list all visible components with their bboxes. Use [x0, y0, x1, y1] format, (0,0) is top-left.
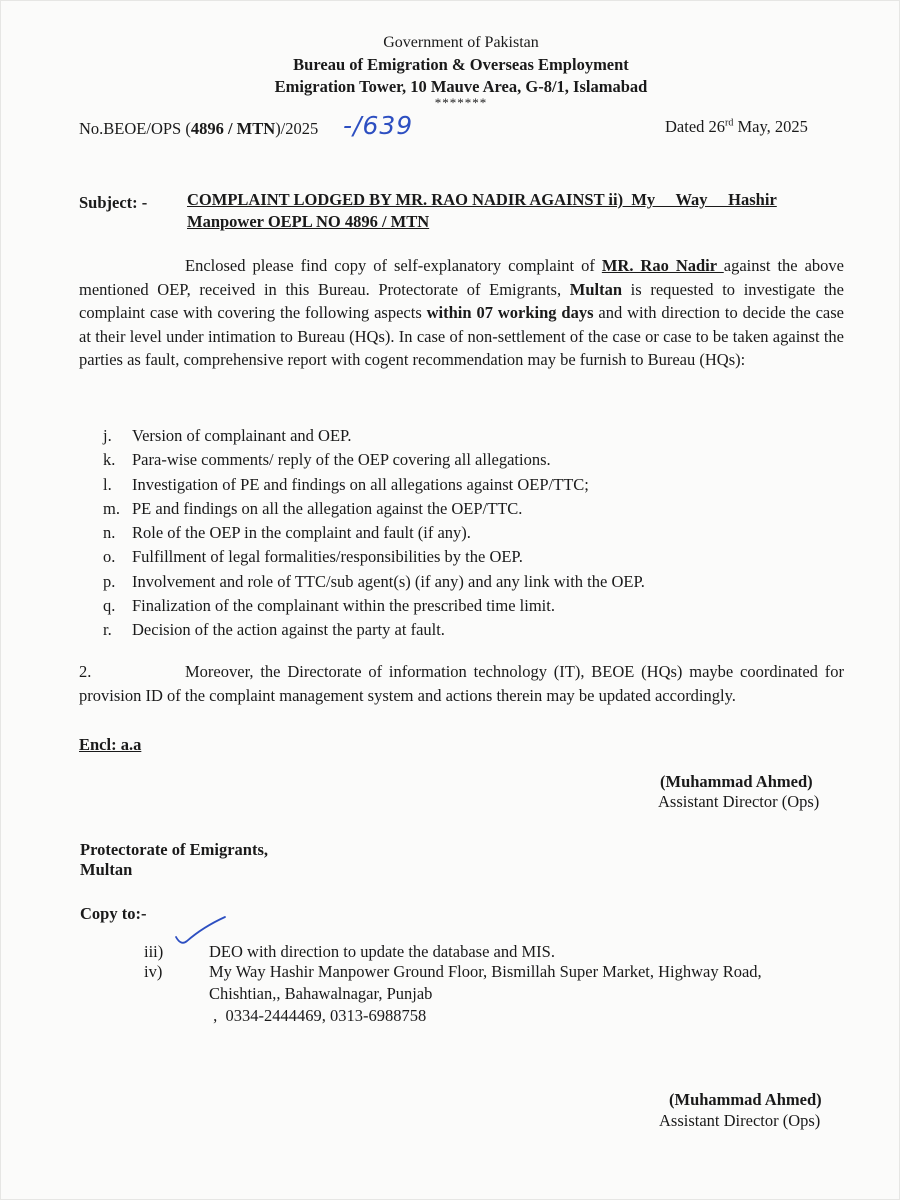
- signatory-name: (Muhammad Ahmed): [660, 772, 813, 791]
- aspects-list: [103, 424, 645, 643]
- copy-item-iii: [144, 941, 849, 963]
- list-marker: o.: [103, 547, 116, 567]
- subject-label: Subject: -: [79, 193, 148, 212]
- list-item: [103, 545, 645, 569]
- list-marker: m.: [103, 498, 120, 518]
- deadline-text: within 07 working days: [426, 303, 594, 322]
- subject-line-1: COMPLAINT LODGED BY MR. RAO NADIR AGAINST ii) My Way Hashir: [187, 190, 777, 209]
- date-suffix: May, 2025: [733, 117, 808, 136]
- date-ordinal: rd: [725, 117, 734, 129]
- list-item: [103, 473, 645, 497]
- date-line: [665, 117, 808, 137]
- addressee-city: Multan: [80, 860, 133, 879]
- list-marker: l.: [103, 474, 112, 494]
- signatory-title: Assistant Director (Ops): [658, 792, 820, 811]
- p1-text-4: and with direction to decide the case at their level under intimation to Bureau (HQs). In case of non-settlement of the case or case to be taken against the parties as fault, comprehensive report with cogent recommendation may be furnish to Bureau (HQs):: [79, 303, 844, 369]
- list-item: [103, 497, 645, 521]
- copy-address-line: My Way Hashir Manpower Ground Floor, Bismillah Super Market, Highway Road,: [209, 962, 762, 981]
- p1-text-3: is requested to investigate the complaint case with covering the following aspects: [79, 279, 844, 322]
- office-name: Multan: [569, 279, 623, 299]
- copy-item-text: [209, 961, 849, 1027]
- list-item-text: PE and findings on all the allegation against the OEP/TTC.: [132, 498, 523, 518]
- list-item-text: Decision of the action against the party at fault.: [132, 620, 445, 640]
- header-address: Emigration Tower, 10 Mauve Area, G-8/1, Islamabad: [274, 77, 648, 96]
- list-item: [103, 424, 645, 448]
- copy-item-text: DEO with direction to update the database and MIS.: [209, 942, 555, 961]
- list-marker: q.: [103, 596, 116, 616]
- p1-text-2: against the above mentioned OEP, received in this Bureau. Protectorate of Emigrants,: [79, 256, 844, 299]
- list-marker: r.: [103, 620, 112, 640]
- list-item-text: Finalization of the complainant within the prescribed time limit.: [132, 596, 555, 616]
- list-item: [103, 594, 645, 618]
- list-item-text: Involvement and role of TTC/sub agent(s) (if any) and any link with the OEP.: [132, 571, 645, 591]
- list-item-text: Fulfillment of legal formalities/responsibilities by the OEP.: [132, 547, 523, 567]
- list-item-text: Role of the OEP in the complaint and fault (if any).: [132, 523, 471, 543]
- header-separator: *******: [434, 95, 488, 110]
- list-item: [103, 570, 645, 594]
- header-government: Government of Pakistan: [383, 34, 539, 51]
- copy-item-iv: [144, 961, 849, 1027]
- copy-marker: iv): [144, 962, 163, 981]
- addressee-office: Protectorate of Emigrants,: [80, 840, 269, 859]
- reference-number: [79, 119, 318, 139]
- copy-address-line: Chishtian,, Bahawalnagar, Punjab: [209, 984, 433, 1003]
- subject-line-2: Manpower OEPL NO 4896 / MTN: [187, 212, 430, 231]
- list-item-text: Version of complainant and OEP.: [132, 426, 352, 445]
- signatory-title-2: Assistant Director (Ops): [659, 1111, 821, 1130]
- list-item: [103, 448, 645, 472]
- list-marker: n.: [103, 523, 116, 543]
- signatory-name-2: (Muhammad Ahmed): [669, 1090, 822, 1109]
- list-item-text: Para-wise comments/ reply of the OEP covering all allegations.: [132, 450, 551, 470]
- body-paragraph-2: [79, 660, 844, 707]
- list-marker: j.: [103, 426, 112, 445]
- copy-phone-line: , 0334-2444469, 0313-6988758: [209, 1006, 427, 1025]
- body-paragraph-1: [79, 254, 844, 372]
- list-item-text: Investigation of PE and findings on all allegations against OEP/TTC;: [132, 474, 589, 494]
- header-bureau: Bureau of Emigration & Overseas Employment: [293, 55, 629, 74]
- reference-suffix: )/2025: [275, 119, 319, 138]
- handwritten-number: -/639: [343, 111, 414, 140]
- copy-marker: iii): [144, 942, 164, 961]
- p1-text-1: Enclosed please find copy of self-explanatory complaint of: [185, 256, 602, 275]
- p2-text: Moreover, the Directorate of information technology (IT), BEOE (HQs) maybe coordinated for provision ID of the complaint management system and actions therein may be updated accordingly.: [79, 662, 844, 705]
- reference-prefix: No.BEOE/OPS (: [79, 119, 191, 138]
- list-marker: p.: [103, 571, 116, 591]
- paragraph-number: 2.: [79, 662, 92, 681]
- date-prefix: Dated 26: [665, 117, 726, 136]
- enclosure-note: Encl: a.a: [79, 735, 142, 754]
- copy-to-label: Copy to:-: [80, 904, 147, 923]
- list-marker: k.: [103, 450, 116, 470]
- complainant-name: MR. Rao Nadir: [601, 256, 724, 275]
- list-item: [103, 521, 645, 545]
- list-item: [103, 618, 645, 642]
- reference-case: 4896 / MTN: [190, 119, 276, 138]
